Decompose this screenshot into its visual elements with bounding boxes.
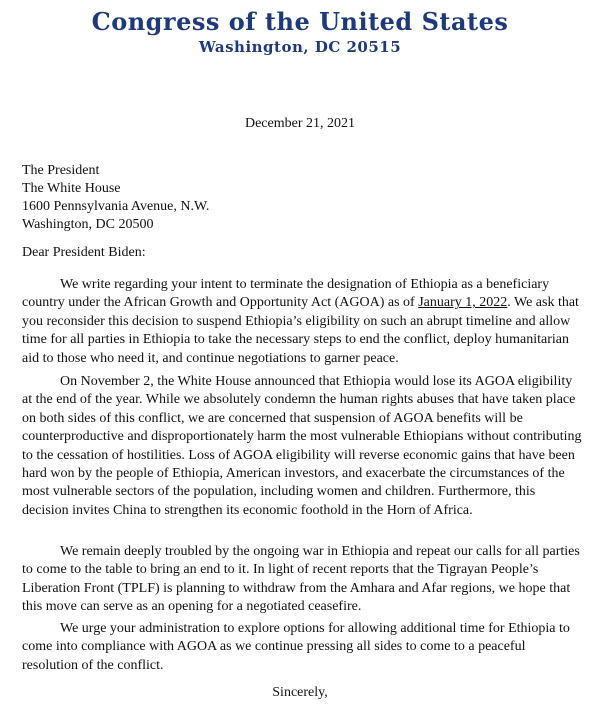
body-paragraph-2: On November 2, the White House announced that Ethiopia would lose its AGOA eligibility at the end of the year. While we absolutely condemn the human rights abuses that have taken place on both sides of this conflict, we are concerned that suspension of AGOA benefits will be counterproductive and disproportionately harm the most vulnerable Ethiopians without contributing to the cessation of hostilities. Loss of AGOA eligibility will reverse economic gains that have been hard won by the people of Ethiopia, American investors, and exacerbate the circumstances of the most vulnerable sectors of the population, including women and children. Furthermore, this decision invites China to strengthen its economic foothold in the Horn of Africa. — [22, 374, 582, 518]
paragraph-text: We write regarding your intent to terminate the designation of Ethiopia as a beneficiary country under the African Growth and Opportunity Act (AGOA) as of — [22, 277, 550, 311]
recipient-address — [22, 162, 209, 234]
recipient-line: 1600 Pennsylvania Avenue, N.W. — [22, 199, 210, 214]
salutation: Dear President Biden: — [22, 245, 146, 260]
recipient-line: The President — [22, 163, 100, 178]
letterhead-address: Washington, DC 20515 — [198, 38, 402, 56]
recipient-line: The White House — [22, 181, 121, 196]
paragraph-text: . We ask that you reconsider this decision to suspend Ethiopia’s eligibility on such an abrupt timeline and allow time for all parties in Ethiopia to take the necessary steps to end the conflict, deploy humanitarian aid to those who need it, and continue negotiations to garner peace. — [22, 295, 579, 366]
body-paragraph-1 — [22, 276, 584, 368]
recipient-line: Washington, DC 20500 — [22, 217, 154, 232]
effective-date: January 1, 2022 — [418, 295, 508, 311]
letter-date: December 21, 2021 — [244, 116, 356, 131]
closing: Sincerely, — [272, 685, 328, 700]
body-paragraph-4: We urge your administration to explore options for allowing additional time for Ethiopia to come into compliance with AGOA as we continue pressing all sides to come to a peaceful resolution of the conflict. — [22, 621, 570, 673]
body-paragraph-3: We remain deeply troubled by the ongoing war in Ethiopia and repeat our calls for all parties to come to the table to bring an end to it. In light of recent reports that the Tigrayan People’s Liberation Front (TPLF) is planning to withdraw from the Amhara and Afar regions, we hope that this move can serve as an opening for a negotiated ceasefire. — [22, 544, 580, 615]
letterhead-title: Congress of the United States — [91, 7, 509, 36]
